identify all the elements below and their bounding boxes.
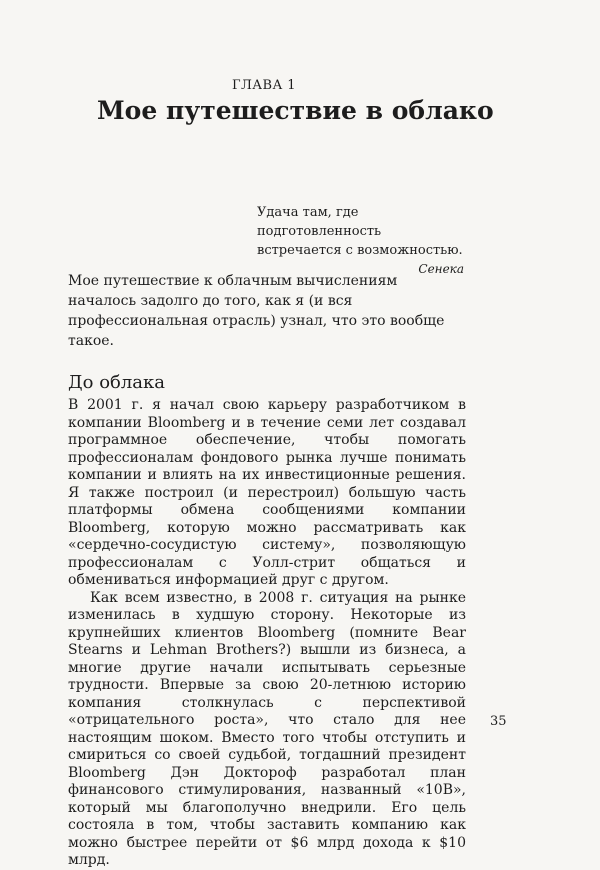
page-number: 35 xyxy=(490,714,507,729)
chapter-label: ГЛАВА 1 xyxy=(232,78,296,93)
body-paragraph: В 2001 г. я начал свою карьеру разработчиком в компании Bloomberg и в течение семи лет создавал программное обеспечение, чтобы помогать профессионалам фондового рынка лучше понимать компании и влиять на их инвестиционные решения. Я также построил (и перестроил) большую часть платформы обмена сообщениями компании Bloomberg, которую можно рассматривать как «сердечно-сосудистую систему», позволяющую профессионалам с Уолл-стрит общаться и обмениваться информацией друг с другом. xyxy=(68,397,466,588)
intro-paragraph: Мое путешествие к облачным вычислениям началось задолго до того, как я (и вся профессиональная отрасль) узнал, что это вообще такое. xyxy=(68,273,445,349)
body-paragraph: Как всем известно, в 2008 г. ситуация на рынке изменилась в худшую сторону. Некоторые из крупнейших клиентов Bloomberg (помните Bear Stearns и Lehman Brothers?) вышли из бизнеса, а многие другие начали испытывать серьезные трудности. Впервые за свою 20-летнюю историю компания столкнулась с перспективой «отрицательного роста», что стало для нее настоящим шоком. Вместо того чтобы отступить и смириться со своей судьбой, тогдашний президент Bloomberg Дэн Доктороф разработал план финансового стимулирования, названный «10B», который мы благополучно внедрили. Его цель состояла в том, чтобы заставить компанию как можно быстрее перейти от $6 млрд дохода к $10 млрд. xyxy=(68,589,466,868)
section-heading: До облака xyxy=(68,371,166,393)
epigraph-author: Сенека xyxy=(418,262,464,276)
epigraph-text: Удача там, где подготовленность встречается с возможностью. xyxy=(257,205,463,258)
epigraph xyxy=(257,203,464,276)
body-text xyxy=(68,397,466,870)
chapter-title: Мое путешествие в облако xyxy=(97,96,494,125)
